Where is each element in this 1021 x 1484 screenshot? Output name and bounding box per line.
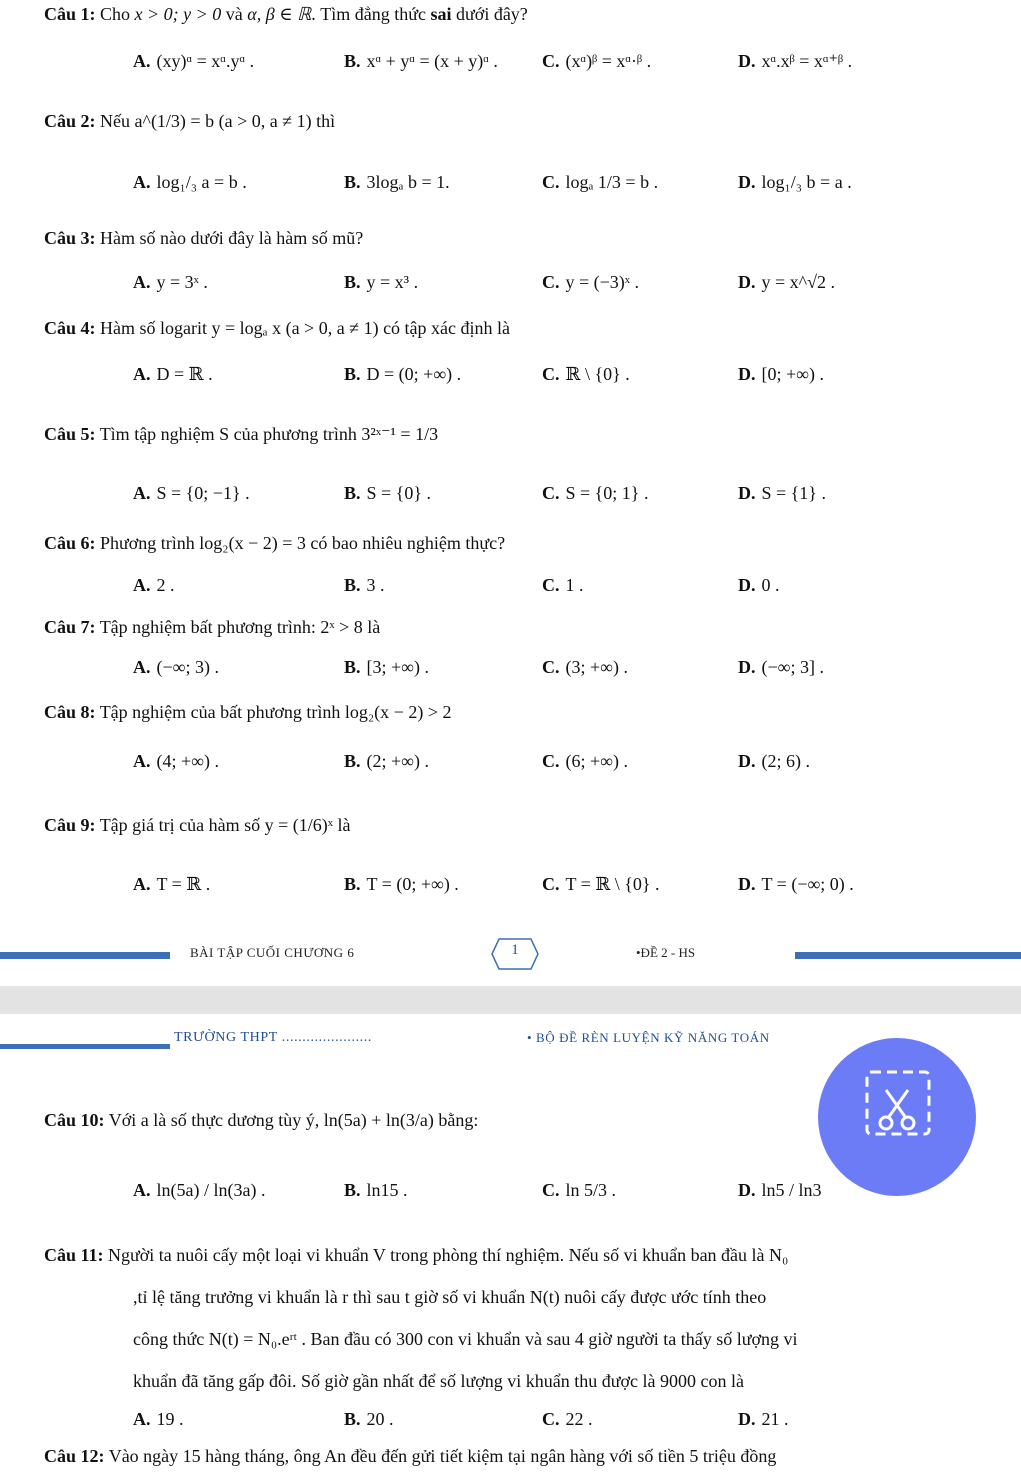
q4-option-d[interactable]: D. [0; +∞) . bbox=[738, 364, 824, 384]
q5-option-c[interactable]: C. S = {0; 1} . bbox=[542, 483, 649, 503]
page-break bbox=[0, 986, 1021, 1014]
footer-chapter-title: BÀI TẬP CUỐI CHƯƠNG 6 bbox=[190, 945, 355, 960]
q2-option-a[interactable]: A. log₁/₃ a = b . bbox=[133, 172, 247, 192]
q7-option-d[interactable]: D. (−∞; 3] . bbox=[738, 657, 824, 677]
q8-option-b[interactable]: B. (2; +∞) . bbox=[344, 751, 429, 771]
question-2: Câu 2: Nếu a^(1/3) = b (a > 0, a ≠ 1) thì bbox=[44, 111, 336, 131]
q11-option-c[interactable]: C. 22 . bbox=[542, 1409, 593, 1429]
q8-option-d[interactable]: D. (2; 6) . bbox=[738, 751, 810, 771]
header-series: • BỘ ĐỀ RÈN LUYỆN KỸ NĂNG TOÁN bbox=[527, 1030, 770, 1045]
question-10: Câu 10: Với a là số thực dương tùy ý, ln(5a) + ln(3/a) bằng: bbox=[44, 1110, 479, 1130]
screenshot-fab[interactable] bbox=[818, 1038, 976, 1196]
question-1: Câu 1: Cho x > 0; y > 0 và α, β ∈ ℝ. Tìm đẳng thức sai dưới đây? bbox=[44, 4, 528, 24]
q2-option-b[interactable]: B. 3logₐ b = 1. bbox=[344, 172, 450, 192]
q1-option-b[interactable]: B. xᵅ + yᵅ = (x + y)ᵅ . bbox=[344, 51, 498, 71]
q4-option-a[interactable]: A. D = ℝ . bbox=[133, 364, 213, 384]
q11-option-a[interactable]: A. 19 . bbox=[133, 1409, 184, 1429]
header-school: TRƯỜNG THPT ...................... bbox=[174, 1030, 372, 1045]
q5-option-d[interactable]: D. S = {1} . bbox=[738, 483, 826, 503]
q10-option-a[interactable]: A. ln(5a) / ln(3a) . bbox=[133, 1180, 266, 1200]
q11-option-d[interactable]: D. 21 . bbox=[738, 1409, 789, 1429]
page-footer bbox=[0, 936, 1021, 976]
q10-option-d[interactable]: D. ln5 / ln3 bbox=[738, 1180, 822, 1200]
question-5: Câu 5: Tìm tập nghiệm S của phương trình 3²ˣ⁻¹ = 1/3 bbox=[44, 424, 439, 444]
q4-option-c[interactable]: C. ℝ \ {0} . bbox=[542, 364, 630, 384]
question-11-line-4: khuẩn đã tăng gấp đôi. Số giờ gần nhất để số lượng vi khuẩn thu được là 9000 con là bbox=[133, 1371, 744, 1391]
q2-option-d[interactable]: D. log₁/₃ b = a . bbox=[738, 172, 852, 192]
scissors-icon bbox=[818, 1038, 976, 1196]
q9-option-b[interactable]: B. T = (0; +∞) . bbox=[344, 874, 459, 894]
q9-option-a[interactable]: A. T = ℝ . bbox=[133, 874, 211, 894]
q7-option-b[interactable]: B. [3; +∞) . bbox=[344, 657, 429, 677]
question-3: Câu 3: Hàm số nào dưới đây là hàm số mũ? bbox=[44, 228, 364, 248]
q8-option-a[interactable]: A. (4; +∞) . bbox=[133, 751, 219, 771]
q1-option-c[interactable]: C. (xᵅ)ᵝ = xᵅ·ᵝ . bbox=[542, 51, 652, 71]
question-11: Câu 11: Người ta nuôi cấy một loại vi khuẩn V trong phòng thí nghiệm. Nếu số vi khuẩn ban đầu là N₀ bbox=[44, 1245, 789, 1265]
q7-option-c[interactable]: C. (3; +∞) . bbox=[542, 657, 628, 677]
footer-exam-code: •ĐỀ 2 - HS bbox=[636, 945, 696, 960]
q6-option-c[interactable]: C. 1 . bbox=[542, 575, 584, 595]
q9-option-d[interactable]: D. T = (−∞; 0) . bbox=[738, 874, 854, 894]
q3-option-b[interactable]: B. y = x³ . bbox=[344, 272, 419, 292]
q1-option-d[interactable]: D. xᵅ.xᵝ = xᵅ⁺ᵝ . bbox=[738, 51, 853, 71]
q9-option-c[interactable]: C. T = ℝ \ {0} . bbox=[542, 874, 660, 894]
q10-option-b[interactable]: B. ln15 . bbox=[344, 1180, 408, 1200]
page-number: 1 bbox=[511, 942, 519, 958]
footer-band-left bbox=[0, 952, 170, 959]
q5-option-b[interactable]: B. S = {0} . bbox=[344, 483, 431, 503]
question-11-line-3: công thức N(t) = N₀.eʳᵗ . Ban đầu có 300 con vi khuẩn và sau 4 giờ người ta thấy số lượng vi bbox=[133, 1329, 798, 1349]
header-band bbox=[0, 1044, 170, 1049]
q10-option-c[interactable]: C. ln 5/3 . bbox=[542, 1180, 617, 1200]
q6-option-d[interactable]: D. 0 . bbox=[738, 575, 780, 595]
q3-option-c[interactable]: C. y = (−3)ˣ . bbox=[542, 272, 639, 292]
question-4: Câu 4: Hàm số logarit y = logₐ x (a > 0, a ≠ 1) có tập xác định là bbox=[44, 318, 511, 338]
question-12: Câu 12: Vào ngày 15 hàng tháng, ông An đều đến gửi tiết kiệm tại ngân hàng với số tiền 5 triệu đồng bbox=[44, 1446, 777, 1466]
question-6: Câu 6: Phương trình log₂(x − 2) = 3 có bao nhiêu nghiệm thực? bbox=[44, 533, 506, 553]
q8-option-c[interactable]: C. (6; +∞) . bbox=[542, 751, 628, 771]
q6-option-a[interactable]: A. 2 . bbox=[133, 575, 175, 595]
q5-option-a[interactable]: A. S = {0; −1} . bbox=[133, 483, 250, 503]
question-7: Câu 7: Tập nghiệm bất phương trình: 2ˣ > 8 là bbox=[44, 617, 381, 637]
q3-option-a[interactable]: A. y = 3ˣ . bbox=[133, 272, 208, 292]
q2-option-c[interactable]: C. logₐ 1/3 = b . bbox=[542, 172, 659, 192]
q7-option-a[interactable]: A. (−∞; 3) . bbox=[133, 657, 219, 677]
question-11-line-2: ,tỉ lệ tăng trưởng vi khuẩn là r thì sau t giờ số vi khuẩn N(t) nuôi cấy được ước tính theo bbox=[133, 1287, 767, 1307]
q1-option-a[interactable]: A. (xy)ᵅ = xᵅ.yᵅ . bbox=[133, 51, 255, 71]
q4-option-b[interactable]: B. D = (0; +∞) . bbox=[344, 364, 462, 384]
question-8: Câu 8: Tập nghiệm của bất phương trình log₂(x − 2) > 2 bbox=[44, 702, 452, 722]
q6-option-b[interactable]: B. 3 . bbox=[344, 575, 385, 595]
q3-option-d[interactable]: D. y = x^√2 . bbox=[738, 272, 835, 292]
footer-band-right bbox=[795, 952, 1021, 959]
q11-option-b[interactable]: B. 20 . bbox=[344, 1409, 394, 1429]
question-9: Câu 9: Tập giá trị của hàm số y = (1/6)ˣ là bbox=[44, 815, 351, 835]
